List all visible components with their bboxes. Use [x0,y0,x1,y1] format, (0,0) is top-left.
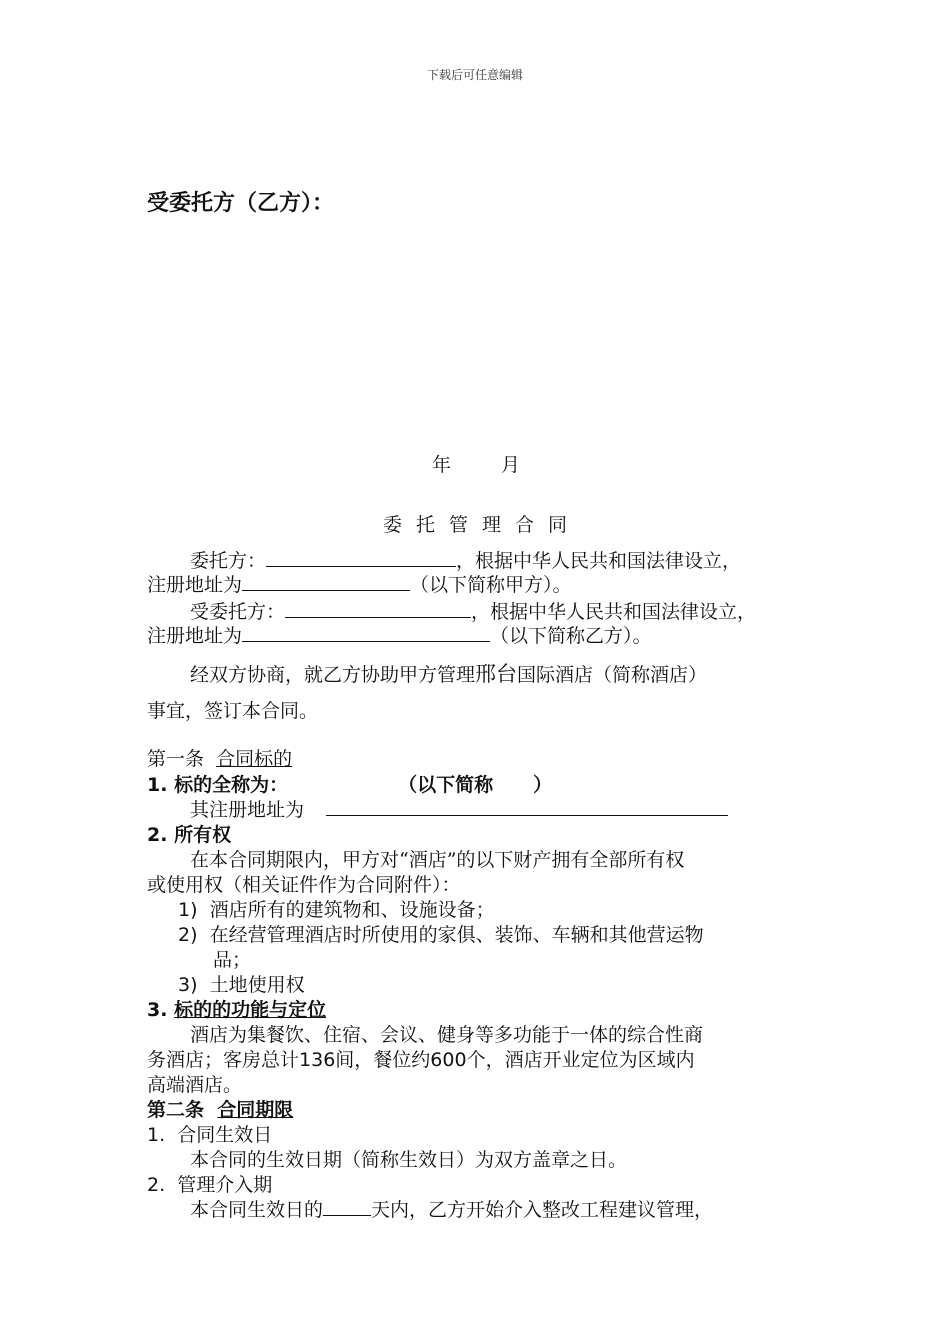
party-a-address-blank [242,572,410,591]
party-a-address-suffix: （以下简称甲方）。 [410,574,572,596]
contract-title: 委托管理合同 [382,514,581,536]
sub-2-text-a: 在经营管理酒店时所使用的家俱、装饰、车辆和其他营运物 [209,924,704,946]
date-line [432,450,520,477]
article-2-heading [147,1095,293,1122]
article-2-prefix: 第二条 [147,1099,205,1121]
item-1-address-label: 其注册地址为 [190,799,305,821]
sub-number: 1) [178,899,198,921]
party-a-label: 委托方： [190,550,267,572]
sub-1-text: 酒店所有的建筑物和、设施设备； [209,899,495,921]
party-a-address-label: 注册地址为 [147,574,243,596]
year-label: 年 [432,454,452,476]
sub-item-3 [178,970,305,997]
party-a-address-line [147,570,572,597]
item-2-paragraph-1: 在本合同期限内，甲方对“酒店”的以下财产拥有全部所有权 [190,849,685,871]
party-b-blank [285,599,471,618]
party-b-address-suffix: （以下简称乙方）。 [490,625,652,647]
party-a-blank [266,548,456,567]
party-b-line [190,597,756,624]
article-1-address-line [190,795,728,822]
article-1-title: 合同标的 [216,748,293,770]
party-a-line [190,546,741,573]
item-number: 1. [147,774,168,796]
article-1-item-3 [147,995,326,1022]
seats-prefix: 间，餐位约 [335,1049,431,1071]
item-3-paragraph-3: 高端酒店。 [147,1074,243,1096]
intervention-suffix: 天内，乙方开始介入整改工程建议管理， [371,1199,714,1221]
article-2-item-1-label: 合同生效日 [177,1124,273,1146]
seat-count: 600 [430,1049,467,1071]
sub-3-text: 土地使用权 [209,974,305,996]
days-blank [323,1197,371,1216]
party-a-suffix: ，根据中华人民共和国法律设立， [456,550,742,572]
purpose-text-a: 经双方协商，就乙方协助甲方管理 [190,664,476,686]
page-header: 下载后可任意编辑 [426,68,523,82]
rooms-prefix: 务酒店；客房总计 [147,1049,300,1071]
item-2-label: 所有权 [174,824,232,846]
article-2-item-2-text [190,1195,713,1222]
article-1-heading [147,744,292,771]
article-1-prefix: 第一条 [147,748,205,770]
positioning-text: 个，酒店开业定位为区域内 [466,1049,695,1071]
item-1-address-blank [326,797,728,816]
purpose-line-2: 事宜，签订本合同。 [147,700,319,722]
article-2-item-1 [147,1120,272,1147]
intervention-prefix: 本合同生效日的 [190,1199,324,1221]
item-3-paragraph-1: 酒店为集餐饮、住宿、会议、健身等多功能于一体的综合性商 [190,1024,704,1046]
party-b-heading: 受委托方（乙方）： [147,190,335,216]
article-2-item-1-text: 本合同的生效日期（简称生效日）为双方盖章之日。 [190,1149,628,1171]
party-b-address-label: 注册地址为 [147,625,243,647]
month-label: 月 [501,454,521,476]
purpose-line-1 [190,658,707,688]
article-1-item-1 [147,770,552,797]
party-b-label: 受委托方： [190,601,286,623]
sub-number: 3) [178,974,198,996]
sub-item-1 [178,895,495,922]
article-1-item-2 [147,820,231,847]
room-count: 136 [299,1049,336,1071]
purpose-city: 邢台 [475,662,518,686]
item-3-label: 标的的功能与定位 [174,999,327,1021]
party-b-suffix: ，根据中华人民共和国法律设立， [471,601,757,623]
item-number: 3. [147,999,168,1021]
party-b-address-line [147,621,652,648]
sub-number: 2) [178,924,198,946]
sub-item-2-continued: 品； [213,949,252,971]
item-number: 2. [147,824,168,846]
article-2-item-2 [147,1170,272,1197]
article-2-title: 合同期限 [217,1099,294,1121]
sub-item-2 [178,920,704,947]
purpose-text-b: 国际酒店（简称酒店） [517,664,708,686]
item-1-suffix: （以下简称 [398,774,494,796]
item-number: 2. [147,1174,166,1196]
article-2-item-2-label: 管理介入期 [177,1174,273,1196]
item-3-paragraph-2 [147,1045,695,1072]
item-number: 1. [147,1124,166,1146]
item-1-label: 标的全称为： [174,774,289,796]
party-b-address-blank [242,623,490,642]
item-1-close: ） [533,774,553,796]
item-2-paragraph-2: 或使用权（相关证件作为合同附件）： [147,874,461,896]
